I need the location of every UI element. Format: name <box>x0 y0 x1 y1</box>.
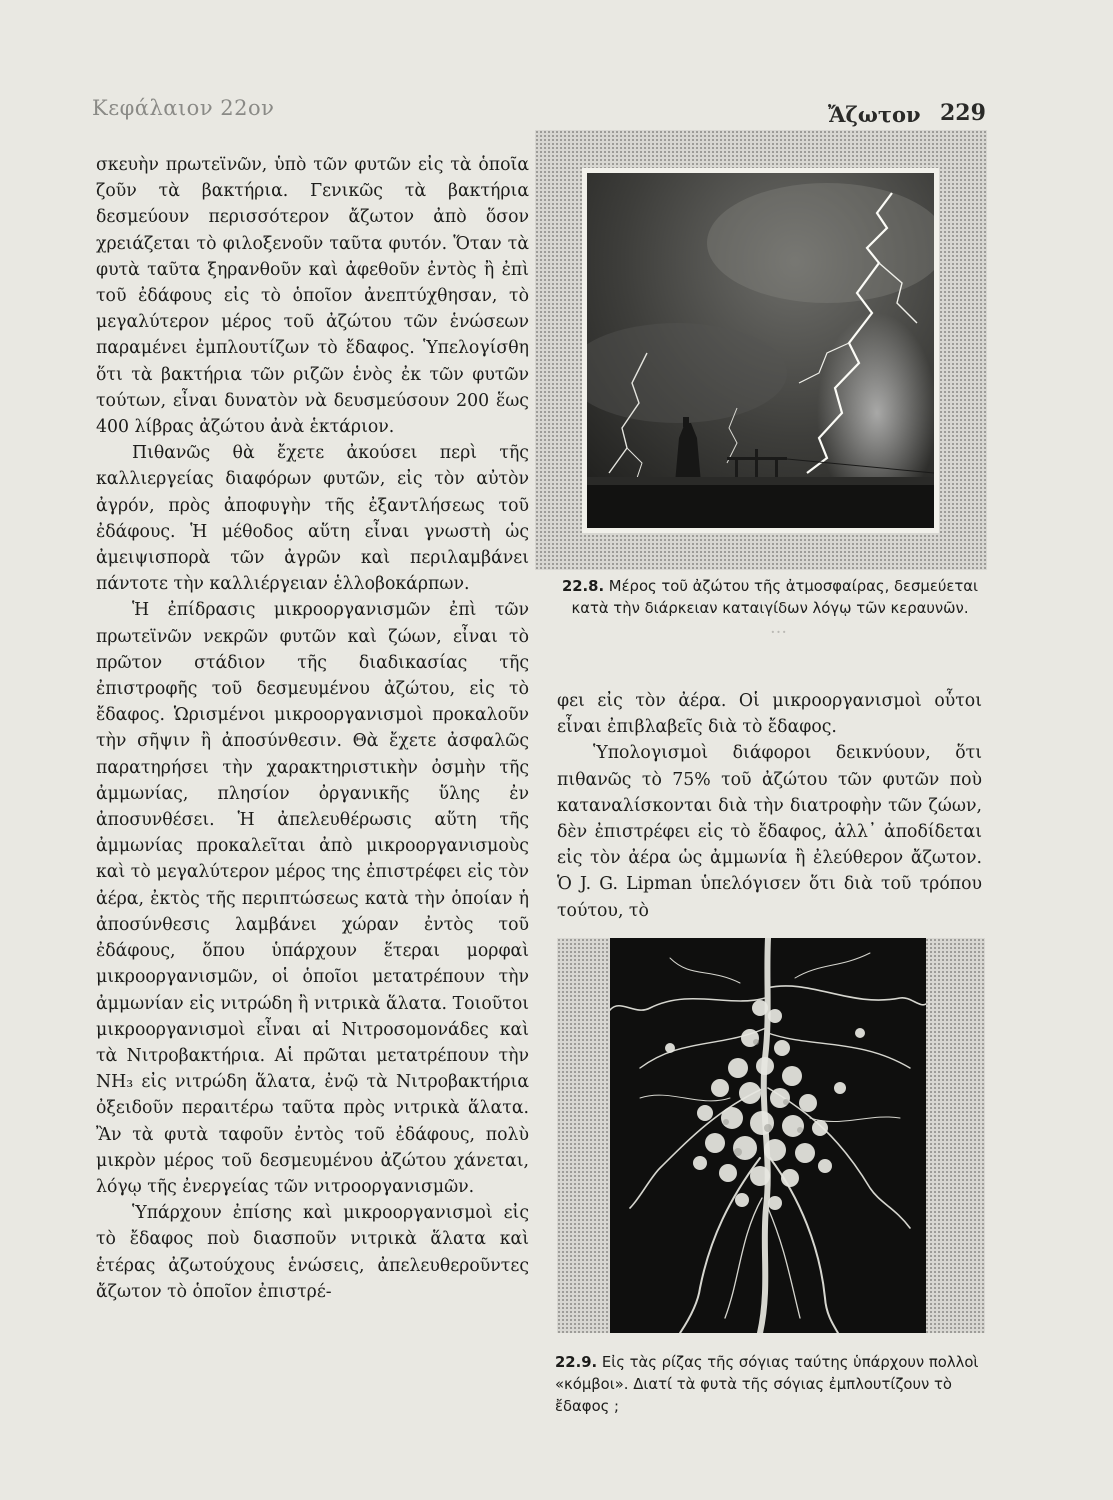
page-number: 229 <box>940 100 986 126</box>
caption-text: Μέρος τοῦ ἀζώτου τῆς ἀτμοσφαίρας, δεσμεύεται κατὰ τὴν διάρκειαν καταιγίδων λόγῳ τῶν κεραυνῶν. <box>571 578 979 617</box>
bleed-through-mark: … <box>770 618 787 638</box>
section-header: Ἄζωτον <box>828 102 921 127</box>
right-column <box>557 688 982 924</box>
chapter-header: Κεφάλαιον 22ον <box>92 96 275 120</box>
paragraph-1: σκευὴν πρωτεϊνῶν, ὑπὸ τῶν φυτῶν εἰς τὰ ὁποῖα ζοῦν τὰ βακτήρια. Γενικῶς τὰ βακτήρια δεσμεύουν περισσότερον ἄζωτον ἀπὸ ὅσον χρειάζεται τὸ φιλοξενοῦν ταῦτα φυτόν. Ὅταν τὰ φυτὰ ταῦτα ξηρανθοῦν καὶ ἀφεθοῦν ἐντὸς ἢ ἐπὶ τοῦ ἐδάφους εἰς τὸ ὁποῖον ἀνεπτύχθησαν, τὸ μεγαλύτερον μέρος τοῦ ἀζώτου τῶν ἑνώσεων παραμένει ἐμπλουτίζων τὸ ἔδαφος. Ὑπελογίσθη ὅτι τὰ βακτήρια τῶν ριζῶν ἑνὸς ἐκ τῶν φυτῶν τούτων, εἶναι δυνατὸν νὰ δευσμεύσουν 200 ἕως 400 λίβρας ἀζώτου ἀνὰ ἑκτάριον. <box>96 155 529 438</box>
paragraph-5: Ὑπολογισμοὶ διάφοροι δεικνύουν, ὅτι πιθανῶς τὸ 75% τοῦ ἀζώτου τῶν φυτῶν ποὺ καταναλίσκονται διὰ τὴν διατροφὴν τῶν ζώων, δὲν ἐπιστρέφει εἰς τὸ ἔδαφος, ἀλλ᾽ ἀποδίδεται εἰς τὸν ἀέρα ὡς ἀμμωνία ἢ ἐλεύθερον ἄζωτον. Ὁ J. G. Lipman ὑπελόγισεν ὅτι διὰ τοῦ τρόπου τούτου, τὸ <box>557 743 982 921</box>
paragraph-3: Ἡ ἐπίδρασις μικροοργανισμῶν ἐπὶ τῶν πρωτεϊνῶν νεκρῶν φυτῶν καὶ ζώων, εἶναι τὸ πρῶτον στάδιον τῆς διαδικασίας τῆς ἐπιστροφῆς τοῦ δεσμευμένου ἀζώτου, εἰς τὸ ἔδαφος. Ὡρισμένοι μικροοργανισμοὶ προκαλοῦν τὴν σῆψιν ἢ ἀποσύνθεσιν. Θὰ ἔχετε ἀσφαλῶς παρατηρήσει τὴν χαρακτηριστικὴν ὀσμὴν τῆς ἀμμωνίας, πλησίον ὀργανικῆς ὕλης ἐν ἀποσυνθέσει. Ἡ ἀπελευθέρωσις αὕτη τῆς ἀμμωνίας προκαλεῖται ἀπὸ μικροοργανισμοὺς καὶ τὸ μεγαλύτερον μέρος της ἐπιστρέφει εἰς τὸν ἀέρα, ἐκτὸς τῆς περιπτώσεως κατὰ τὴν ὁποίαν ἡ ἀποσύνθεσις λαμβάνει χώραν ἐντὸς τοῦ ἐδάφους, ὅπου ὑπάρχουν ἕτεραι μορφαὶ μικροοργανισμῶν, οἱ ὁποῖοι μετατρέπουν τὴν ἀμμωνίαν εἰς νιτρώδη ἢ νιτρικὰ ἅλατα. Τοιοῦτοι μικροοργανισμοὶ εἶναι αἱ Νιτροσομονάδες καὶ τὰ Νιτροβακτήρια. Αἱ πρῶται μετατρέπουν τὴν NH₃ εἰς νιτρώδη ἅλατα, ἐνῷ τὰ Νιτροβακτήρια ὀξειδοῦν περαιτέρω ταῦτα πρὸς νιτρικὰ ἅλατα. Ἂν τὰ φυτὰ ταφοῦν ἐντὸς τοῦ ἐδάφους, πολὺ μικρὸν μέρος τοῦ δεσμευμένου ἀζώτου χάνεται, λόγῳ τῆς ἐνεργείας τῶν νιτροοργανισμῶν. <box>96 600 529 1197</box>
paragraph-4: Ὑπάρχουν ἐπίσης καὶ μικροοργανισμοὶ εἰς τὸ ἔδαφος ποὺ διασποῦν νιτρικὰ ἅλατα καὶ ἑτέρας ἀζωτούχους ἑνώσεις, ἀπελευθεροῦντες ἄζωτον τὸ ὁποῖον ἐπιστρέ- <box>96 1203 529 1302</box>
paragraph-2: Πιθανῶς θὰ ἔχετε ἀκούσει περὶ τῆς καλλιεργείας διαφόρων φυτῶν, εἰς τὸν αὐτὸν ἀγρόν, πρὸς ἀποφυγὴν τῆς ἐξαντλήσεως τοῦ ἐδάφους. Ἡ μέθοδος αὕτη εἶναι γνωστὴ ὡς ἀμειψισπορὰ τῶν ἀγρῶν καὶ περιλαμβάνει πάντοτε τὴν καλλιέργειαν ἑλλοβοκάρπων. <box>96 443 529 595</box>
figure-number: 22.9. <box>555 1354 598 1371</box>
caption-text: Εἰς τὰς ρίζας τῆς σόγιας ταύτης ὑπάρχουν πολλοὶ «κόμβοι». Διατί τὰ φυτὰ τῆς σόγιας ἐμπλουτίζουν τὸ ἔδαφος ; <box>555 1354 979 1415</box>
figure-22-8-caption <box>555 576 985 620</box>
lightning-image <box>587 173 934 528</box>
figure-22-9-caption <box>555 1352 985 1418</box>
soybean-roots-photo <box>610 938 926 1333</box>
lightning-photo <box>582 168 939 533</box>
figure-number: 22.8. <box>561 578 605 595</box>
left-column <box>96 152 529 1305</box>
paragraph-continuation: φει εἰς τὸν ἀέρα. Οἱ μικροοργανισμοὶ οὗτοι εἶναι ἐπιβλαβεῖς διὰ τὸ ἔδαφος. <box>557 691 982 738</box>
soybean-roots-image <box>610 938 926 1333</box>
